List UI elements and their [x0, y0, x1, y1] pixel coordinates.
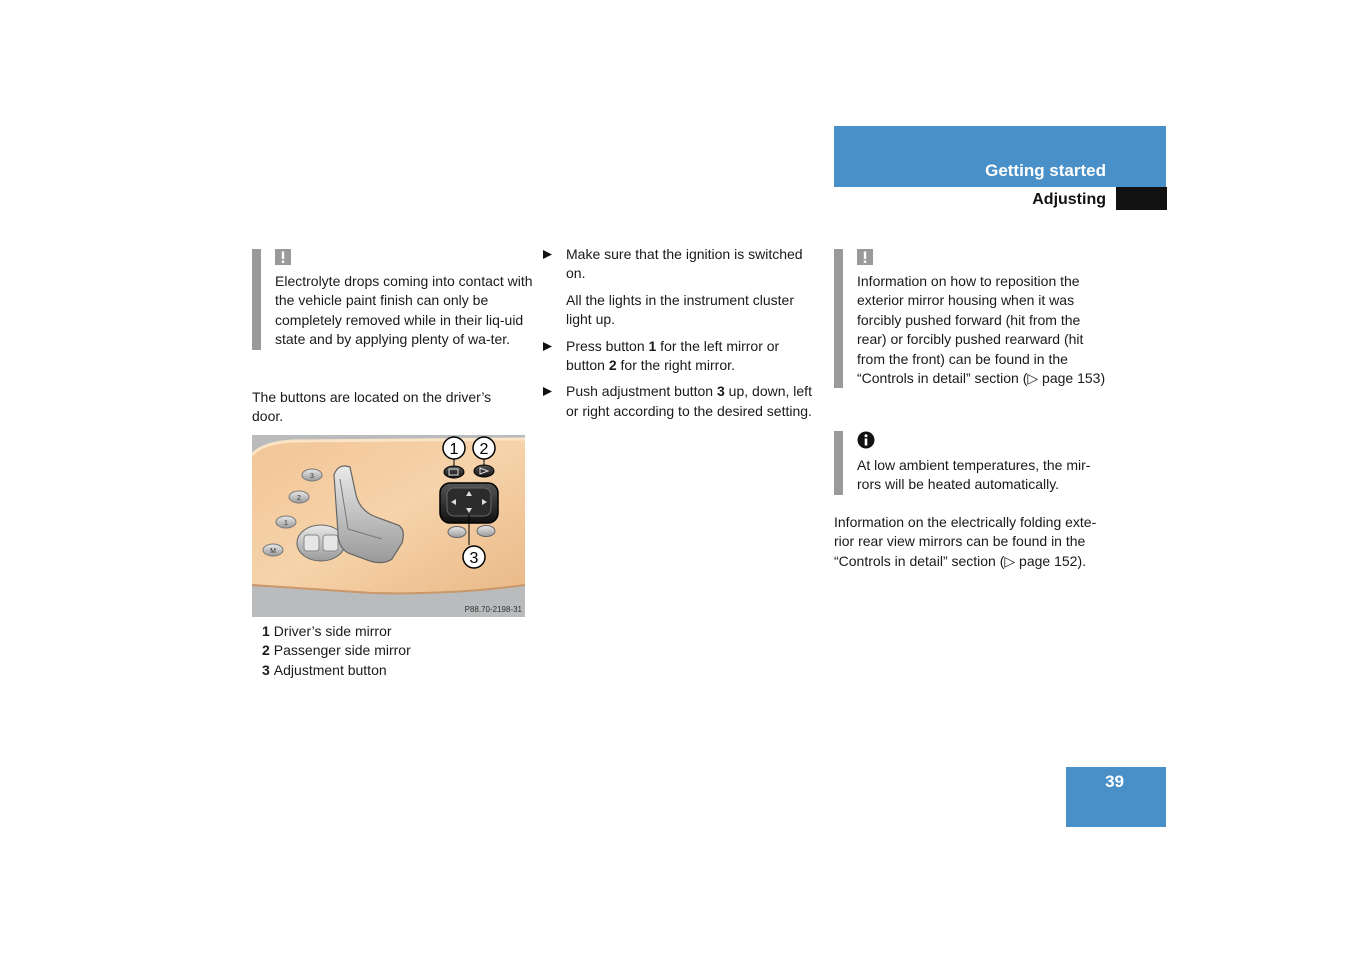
step-text: Press button 1 for the left mirror or button 2 for the right mirror. [566, 337, 780, 374]
legend-label: Adjustment button [273, 661, 387, 678]
warning-note-text: Electrolyte drops coming into contact with the vehicle paint finish can only be completely removed while in their liq-uid state and by applying plenty of wa-ter. [275, 273, 533, 348]
legend-num: 3 [262, 661, 270, 678]
chapter-header [834, 126, 1166, 187]
step-select-mirror [543, 337, 818, 376]
step-text: Push adjustment button 3 up, down, left or right according to the desired setting. [566, 383, 812, 419]
callout-2: 2 [479, 441, 489, 458]
chapter-title: Getting started [985, 161, 1106, 180]
warning-note-text: Information on how to reposition the exterior mirror housing when it was forcibly pushed forward (hit from the rear) or forcibly pushed rearward (hit from the front) can be found in the “Controls in detail” section (▷ page 153) [857, 273, 1106, 387]
memory-button-2-label: 2 [297, 495, 301, 502]
callout-1: 1 [449, 441, 459, 458]
note-bar [834, 249, 843, 388]
section-title: Adjusting [1032, 191, 1106, 208]
door-controls-figure [252, 435, 525, 617]
warning-note-electrolyte [252, 249, 551, 350]
info-note-heating [834, 431, 1107, 495]
closing-text: Information on the electrically folding exte-rior rear view mirrors can be found in the “Controls in detail” section (▷ page 152). [834, 514, 1097, 569]
callout-3: 3 [469, 550, 479, 567]
figure-legend [252, 622, 522, 680]
bullet-triangle-icon [543, 387, 552, 396]
legend-item [252, 622, 522, 641]
memory-button-1-label: 1 [284, 520, 288, 527]
step-result-text: All the lights in the instrument cluster light up. [566, 291, 794, 328]
legend-num: 2 [262, 642, 270, 659]
legend-item [252, 641, 522, 660]
intro-text: The buttons are located on the driver’s door. [252, 389, 492, 425]
legend-item [252, 661, 522, 680]
bullet-triangle-icon [543, 342, 552, 351]
memory-button-3-label: 3 [310, 473, 314, 480]
info-icon [857, 431, 875, 449]
note-bar [252, 249, 261, 350]
warning-note-mirror-housing [834, 249, 1107, 388]
door-controls-illustration [252, 435, 525, 617]
info-note-text: At low ambient temperatures, the mir-rors will be heated automatically. [857, 457, 1091, 493]
step-text: Make sure that the ignition is switched on. [566, 246, 803, 282]
memory-button-m-label: M [270, 548, 276, 555]
legend-label: Passenger side mirror [273, 642, 411, 659]
page-number: 39 [1105, 772, 1124, 791]
legend-label: Driver’s side mirror [273, 623, 392, 639]
bullet-triangle-icon [543, 250, 552, 259]
exclamation-icon [857, 249, 873, 265]
step-adjust-mirror [543, 382, 818, 421]
page-number-box [1066, 767, 1166, 827]
figure-code: P88.70-2198-31 [464, 605, 522, 614]
legend-num: 1 [262, 623, 270, 639]
section-tab-marker [1116, 187, 1167, 210]
note-bar [834, 431, 843, 495]
step-ignition [543, 245, 818, 284]
instruction-steps [543, 245, 818, 421]
exclamation-icon [275, 249, 291, 265]
